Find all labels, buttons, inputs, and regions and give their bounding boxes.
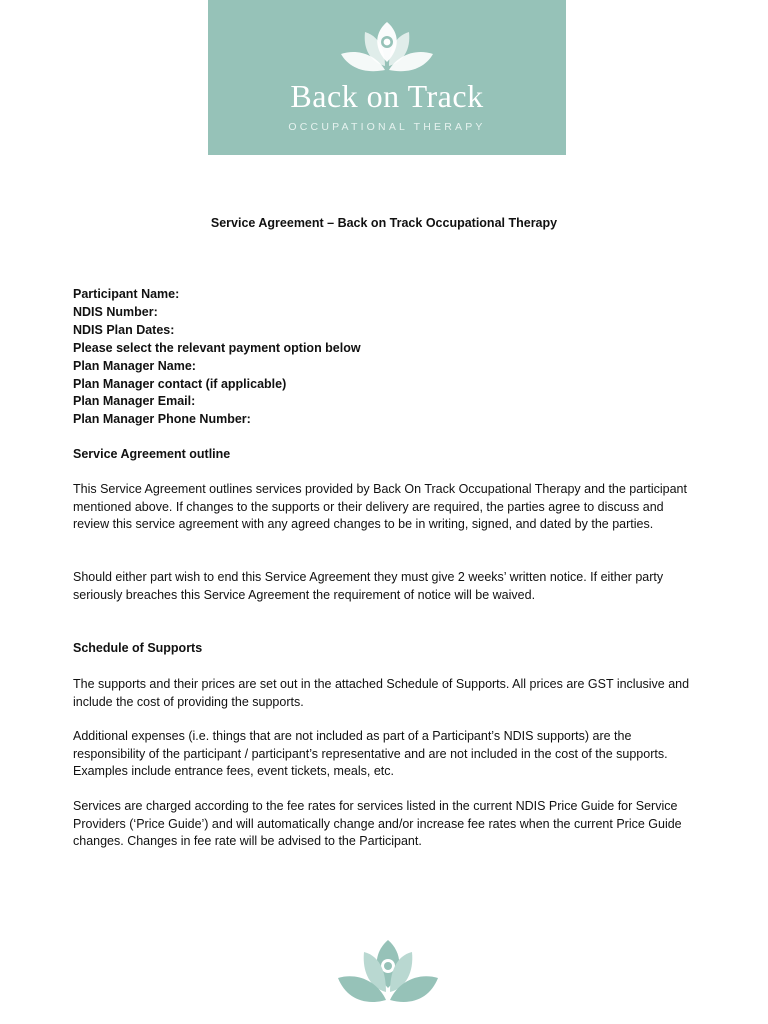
field-plan-manager-email[interactable]: Plan Manager Email: xyxy=(73,394,196,409)
field-participant-name[interactable]: Participant Name: xyxy=(73,287,180,301)
section-heading-outline: Service Agreement outline xyxy=(73,447,231,461)
lotus-icon xyxy=(334,938,442,1010)
participant-fields xyxy=(73,286,361,429)
document-title: Service Agreement – Back on Track Occupational Therapy xyxy=(210,216,558,230)
logo-banner xyxy=(208,0,566,155)
paragraph-outline-1: This Service Agreement outlines services provided by Back On Track Occupational Therapy and the participant mentioned above. If changes to the supports or their delivery are required, the parties agree to discuss and review this service agreement with any agreed changes to be in writing, signed, and dated by the parties. xyxy=(73,482,687,532)
logo-subtitle: OCCUPATIONAL THERAPY xyxy=(288,121,486,133)
field-plan-manager-contact[interactable]: Plan Manager contact (if applicable) xyxy=(73,376,287,391)
paragraph-outline-2: Should either part wish to end this Service Agreement they must give 2 weeks’ written notice. If either party seriously breaches this Service Agreement the requirement of notice will be waived. xyxy=(73,570,664,602)
field-plan-manager-phone[interactable]: Plan Manager Phone Number: xyxy=(73,412,251,427)
lotus-icon xyxy=(335,18,439,78)
field-plan-manager-name[interactable]: Plan Manager Name: xyxy=(73,358,196,373)
paragraph-schedule-3: Services are charged according to the fee rates for services listed in the current NDIS Price Guide for Service Providers (‘Price Guide’) and will automatically change and/or increase fee rates when the current Price Guide changes. Changes in fee rate will be advised to the Participant. xyxy=(73,799,682,849)
logo-name: Back on Track xyxy=(290,78,484,114)
field-ndis-number[interactable]: NDIS Number: xyxy=(73,304,158,319)
section-heading-schedule: Schedule of Supports xyxy=(73,641,203,655)
field-ndis-plan-dates[interactable]: NDIS Plan Dates: xyxy=(73,322,175,337)
paragraph-schedule-1: The supports and their prices are set out in the attached Schedule of Supports. All prices are GST inclusive and include the cost of providing the supports. xyxy=(73,677,690,709)
paragraph-schedule-2: Additional expenses (i.e. things that are not included as part of a Participant’s NDIS supports) are the responsibility of the participant / participant’s representative and are not included in the cost of the supports. Examples include entrance fees, event tickets, meals, etc. xyxy=(73,729,668,779)
field-payment-option[interactable]: Please select the relevant payment option below xyxy=(73,340,361,355)
